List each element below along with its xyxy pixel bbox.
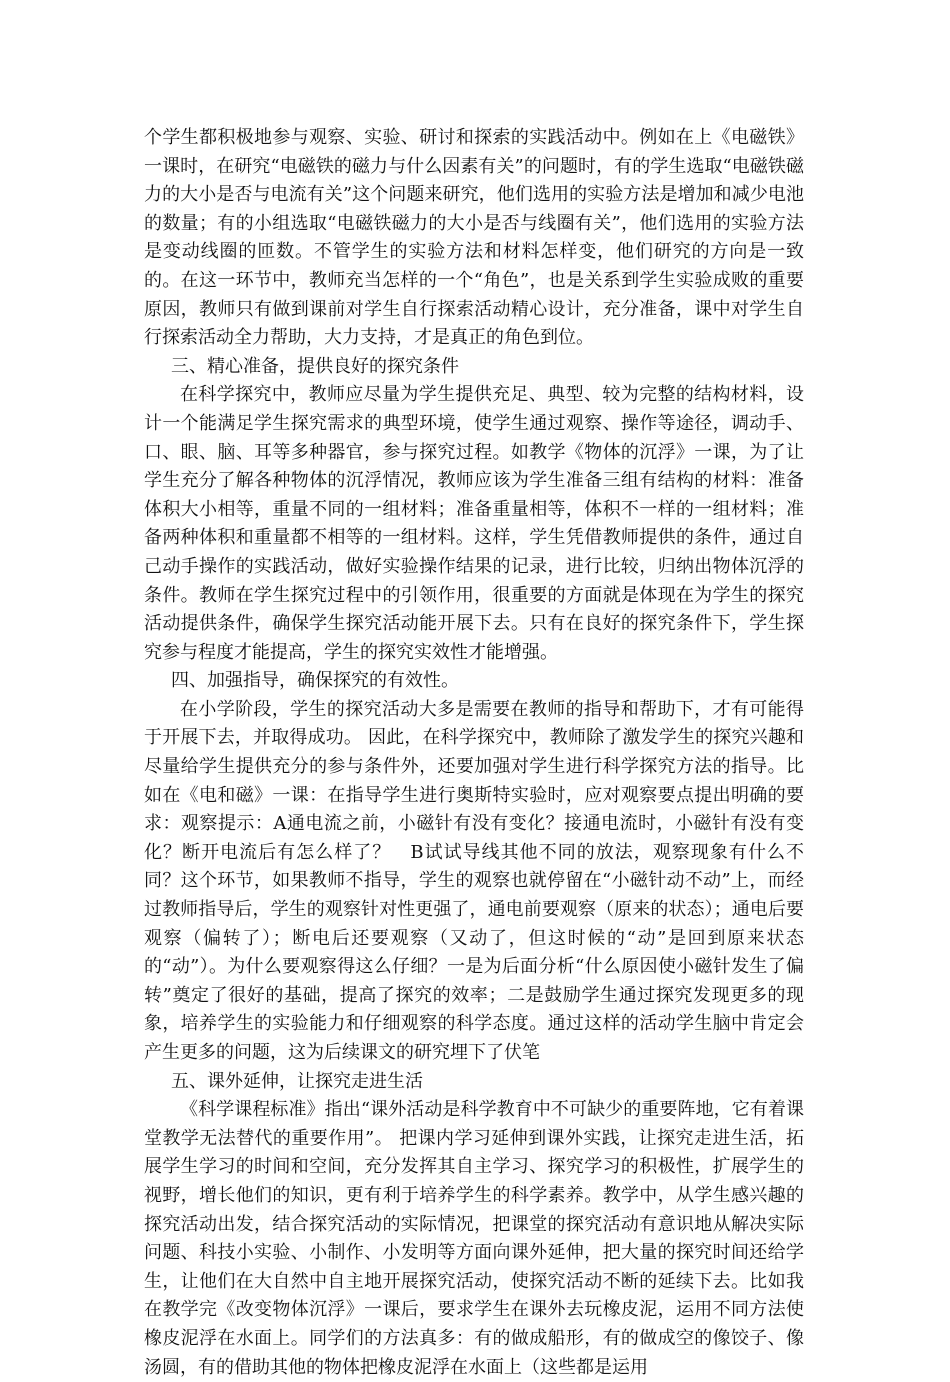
- body-paragraph: 《科学课程标准》指出“课外活动是科学教育中不可缺少的重要阵地，它有着课堂教学无法替代的重要作用”。 把课内学习延伸到课外实践，让探究走进生活，拓展学生学习的时间和空间，充分发挥其自主学习、探究学习的积极性，扩展学生的视野，增长他们的知识，更有利于培养学生的科学素养。教学中，从学生感兴趣的探究活动出发，结合探究活动的实际情况，把课堂的探究活动有意识地从解决实际问题、科技小实验、小制作、小发明等方面向课外延伸，把大量的探究时间还给学生，让他们在大自然中自主地开展探究活动，使探究活动不断的延续下去。比如我在教学完《改变物体沉浮》一课后，要求学生在课外去玩橡皮泥，运用不同方法使橡皮泥浮在水面上。同学们的方法真多：有的做成船形，有的做成空的像饺子、像汤圆，有的借助其他的物体把橡皮泥浮在水面上（这些都是运用: [144, 1099, 804, 1378]
- section-heading-5: 五、课外延伸，让探究走进生活: [171, 1070, 423, 1092]
- section-heading-3: 三、精心准备，提供良好的探究条件: [171, 355, 459, 377]
- body-paragraph: 个学生都积极地参与观察、实验、研讨和探索的实践活动中。例如在上《电磁铁》一课时，在研究“电磁铁的磁力与什么因素有关”的问题时，有的学生选取“电磁铁磁力的大小是否与电流有关”这个问题来研究，他们选用的实验方法是增加和减少电池的数量；有的小组选取“电磁铁磁力的大小是否与线圈有关”，他们选用的实验方法是变动线圈的匝数。不管学生的实验方法和材料怎样变，他们研究的方向是一致的。在这一环节中，教师充当怎样的一个“角色”，也是关系到学生实验成败的重要原因，教师只有做到课前对学生自行探索活动精心设计，充分准备，课中对学生自行探索活动全力帮助，大力支持，才是真正的角色到位。: [144, 127, 804, 349]
- document-body: [144, 124, 804, 1382]
- body-paragraph: 在小学阶段，学生的探究活动大多是需要在教师的指导和帮助下，才有可能得于开展下去，并取得成功。 因此，在科学探究中，教师除了激发学生的探究兴趣和尽量给学生提供充分的参与条件外，还要加强对学生进行科学探究方法的指导。比如在《电和磁》一课：在指导学生进行奥斯特实验时，应对观察要点提出明确的要求：观察提示：A通电流之前，小磁针有没有变化？接通电流时，小磁针有没有变化？断开电流后有怎么样了？ B试试导线其他不同的放法，观察现象有什么不同？这个环节，如果教师不指导，学生的观察也就停留在“小磁针动不动”上，而经过教师指导后，学生的观察针对性更强了，通电前要观察（原来的状态）；通电后要观察（偏转了）；断电后还要观察（又动了，但这时候的“动”是回到原来状态的“动”）。为什么要观察得这么仔细？一是为后面分析“什么原因使小磁针发生了偏转”奠定了很好的基础，提高了探究的效率；二是鼓励学生通过探究发现更多的现象，培养学生的实验能力和仔细观察的科学态度。通过这样的活动学生脑中肯定会产生更多的问题，这为后续课文的研究埋下了伏笔: [144, 698, 804, 1063]
- section-heading-4: 四、加强指导，确保探究的有效性。: [171, 670, 459, 692]
- body-paragraph: 在科学探究中，教师应尽量为学生提供充足、典型、较为完整的结构材料，设计一个能满足学生探究需求的典型环境，使学生通过观察、操作等途径，调动手、口、眼、脑、耳等多种器官，参与探究过程。如教学《物体的沉浮》一课，为了让学生充分了解各种物体的沉浮情况，教师应该为学生准备三组有结构的材料：准备体积大小相等，重量不同的一组材料；准备重量相等，体积不一样的一组材料；准备两种体积和重量都不相等的一组材料。这样，学生凭借教师提供的条件，通过自己动手操作的实践活动，做好实验操作结果的记录，进行比较，归纳出物体沉浮的条件。教师在学生探究过程中的引领作用，很重要的方面就是体现在为学生的探究活动提供条件，确保学生探究活动能开展下去。只有在良好的探究条件下，学生探究参与程度才能提高，学生的探究实效性才能增强。: [144, 384, 804, 663]
